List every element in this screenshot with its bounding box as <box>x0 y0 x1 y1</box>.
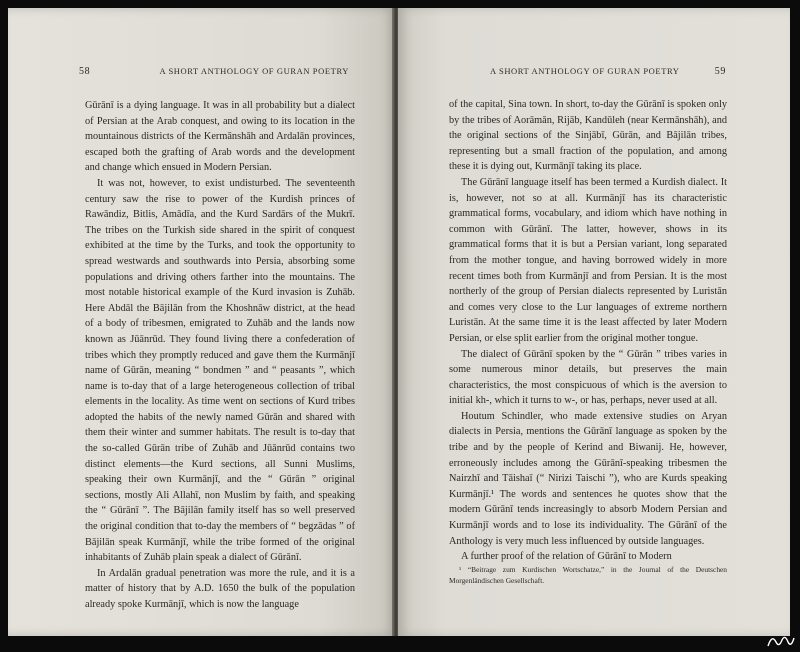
watermark-logo <box>766 632 796 650</box>
left-page-text <box>85 98 355 613</box>
left-page-header <box>79 66 349 77</box>
right-page-text <box>449 97 727 565</box>
running-head-left: A SHORT ANTHOLOGY OF GURAN POETRY <box>159 66 349 76</box>
paragraph: It was not, however, to exist undisturbed. The seventeenth century saw the rise to power of the Kurdish princes of Rawāndiz, Bitlis, Amādīa, and the Kurd Sardārs of the Mukrī. The tribes on the Turkish side shared in the spirit of conquest exhibited at the time by the Turks, and took the opportunity to spread westwards and southwards into Persia, absorbing some populations and driving others farther into the mountains. The most notable historical example of the Kurd invasion is Zuhāb. Here Abdāl the Bājilān from the Khoshnāw district, at the head of a body of tribesmen, emigrated to Zuhāb and the lands now known as Jūānrūd. They found living there a confederation of tribes which they promptly reduced and gave them the Kurmānjī name of Gūrān, meaning “ bondmen ” and “ peasants ”, which name is to-day that of a large heterogeneous collection of tribal elements in the locality. As time went on sections of Kurd tribes adopted the habits of the newly named Gūrān and shared with them their winter and summer habitats. The result is to-day that the so-called Gūrān tribe of Zuhāb and Jūānrūd contains two distinct elements—the Kurd sections, all Sunni Muslims, speaking their own Kurmānjī, and the “ Gūrān ” original sections, mostly Ali Allahī, non Muslim by faith, and speaking the “ Gūrānī ”. The Bājilān family itself has so well preserved the original condition that to-day the members of “ begzādas ” of Bājilān speak Kurmānjī, while the tribe formed of the original inhabitants of Zuhāb plain speak a dialect of Gūrānī. <box>85 177 355 564</box>
paragraph: of the capital, Sina town. In short, to-day the Gūrānī is spoken only by the tribes of Aorāmān, Rijāb, Kandūleh (near Kermānshāh), and the original sections of the Sinjābī, Gūrān, and Bājilān tribes, representing but a small fraction of the population, and among these it is dying out, Kurmānjī taking its place. <box>449 99 727 173</box>
paragraph: Houtum Schindler, who made extensive studies on Aryan dialects in Persia, mentions the Gūrānī language as spoken by the tribe and by the people of Kerind and Biwanij. He, however, erroneously includes among the Gūrānī-speaking tribesmen the Nairzhī and Tāishaī (“ Nirizi Taischi ”), who are Kurds speaking Kurmānjī.¹ The words and sentences he quotes show that the modern Gūrānī tends increasingly to absorb Modern Persian and Kurmānjī words and to lose its individuality. The Gūrānī of the Anthology is very much less influenced by outside languages. <box>449 410 727 547</box>
paragraph: Gūrānī is a dying language. It was in all probability but a dialect of Persian at the Arab conquest, and owing to its location in the mountainous districts of the Kermānshāh and Ardalān provinces, escaped both the grafting of Arab words and the development and change which ensued in Modern Persian. <box>85 100 355 174</box>
paragraph: The dialect of Gūrānī spoken by the “ Gūrān ” tribes varies in some numerous minor details, but preserves the main characteristics, the most conspicuous of which is the aversion to initial kh-, which it turns to w-, or has, perhaps, never used at all. <box>449 348 727 407</box>
left-page <box>8 8 396 636</box>
page-number-right: 59 <box>714 66 726 77</box>
paragraph: In Ardalān gradual penetration was more the rule, and it is a matter of history that by A.D. 1650 the bulk of the population already spoke Kurmānjī, which is now the language <box>85 567 355 610</box>
running-head-right: A SHORT ANTHOLOGY OF GURAN POETRY <box>490 66 680 76</box>
paragraph: The Gūrānī language itself has been termed a Kurdish dialect. It is, however, not so at all. Kurmānjī has its characteristic grammatical forms, vocabulary, and idiom which have nothing in common with Gūrānī. The latter, however, shows in its grammatical forms that it is but a Persian variant, long separated from the mother tongue, and having borrowed widely in more recent times both from Kurmānjī and from Persian. It is the most northerly of the group of Persian dialects represented by Luristān and comes very close to the Lur languages of extreme northern Luristān. At the same time it is the least affected by later Modern Persian, or else split earlier from the original mother tongue. <box>449 176 727 344</box>
paragraph: A further proof of the relation of Gūrānī to Modern <box>461 551 672 563</box>
footnote: ¹ “Beitrage zum Kurdischen Wortschatze,” in the Journal of the Deutschen Morgenländischen Gesellschaft. <box>449 565 727 585</box>
page-number-left: 58 <box>79 66 91 77</box>
right-page <box>398 8 790 636</box>
right-page-header <box>490 66 726 77</box>
